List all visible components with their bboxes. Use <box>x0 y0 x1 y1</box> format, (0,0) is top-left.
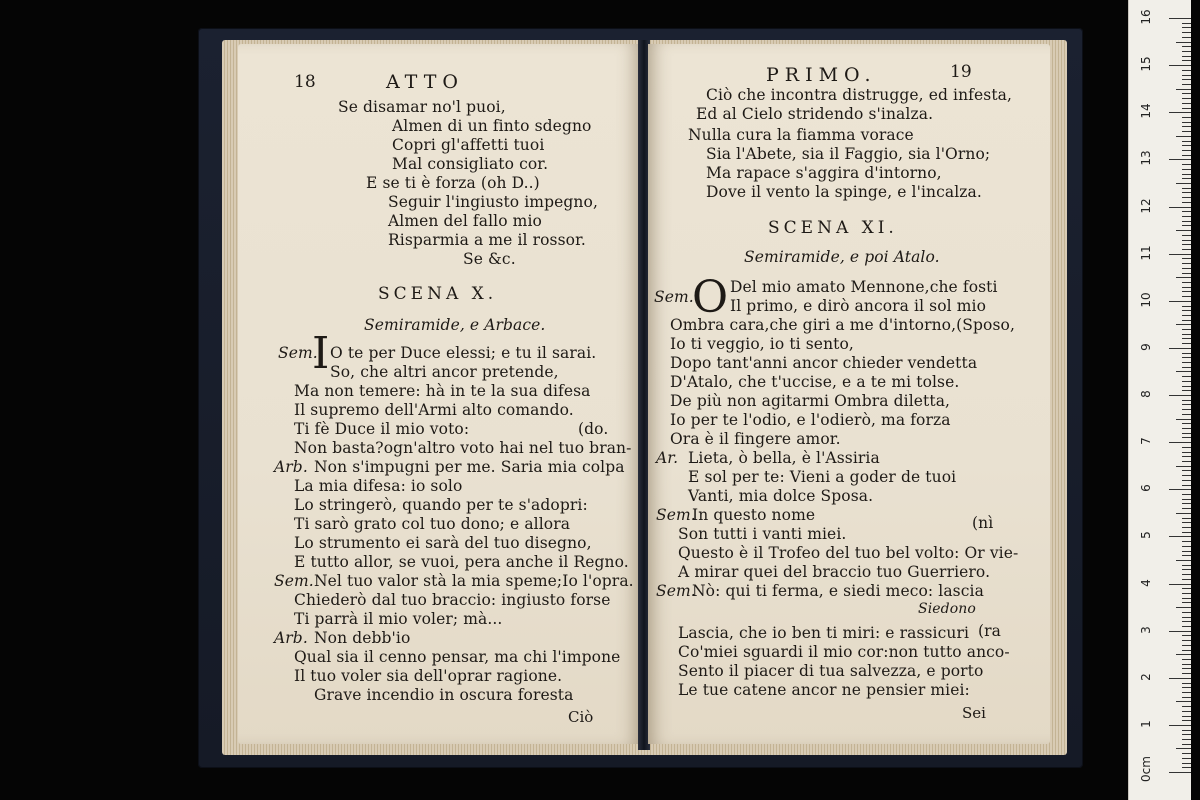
ruler-tick <box>1182 376 1191 377</box>
ruler-tick <box>1182 423 1191 424</box>
verse-line: Risparmia a me il rossor. <box>388 231 586 249</box>
verse-line: Ed al Cielo stridendo s'inalza. <box>696 105 934 123</box>
ruler-tick <box>1182 447 1191 448</box>
ruler-tick <box>1182 409 1191 410</box>
ruler-number: 2 <box>1139 672 1153 681</box>
dialogue-line: Ti parrà il mio voler; mà... <box>294 610 503 628</box>
ruler-tick <box>1182 659 1191 660</box>
ruler-tick <box>1182 141 1191 142</box>
ruler-tick <box>1182 306 1191 307</box>
ruler-tick <box>1182 744 1191 745</box>
dialogue-line: Lo strumento ei sarà del tuo disegno, <box>294 534 592 552</box>
ruler-tick <box>1182 315 1191 316</box>
verse-line: Seguir l'ingiusto impegno, <box>388 193 598 211</box>
ruler-tick <box>1182 579 1191 580</box>
ruler-tick <box>1176 183 1191 184</box>
page-number: 18 <box>294 72 316 92</box>
ruler-tick <box>1182 433 1191 434</box>
running-head: ATTO <box>386 71 464 93</box>
ruler-tick <box>1182 692 1191 693</box>
ruler-tick <box>1182 169 1191 170</box>
dialogue-line: Nò: qui ti ferma, e siedi meco: lascia <box>692 582 984 600</box>
dialogue-line: D'Atalo, che t'uccise, e a te mi tolse. <box>670 373 960 391</box>
ruler-tick <box>1182 70 1191 71</box>
dialogue-line: La mia difesa: io solo <box>294 477 463 495</box>
ruler-tick <box>1182 522 1191 523</box>
ruler-tick <box>1182 37 1191 38</box>
ruler-tick <box>1182 93 1191 94</box>
dialogue-line: Non s'impugni per me. Saria mia colpa <box>314 458 625 476</box>
ruler-tick <box>1182 711 1191 712</box>
ruler-number: 15 <box>1139 56 1153 72</box>
speaker-label: Sem. <box>654 288 694 306</box>
ruler-tick <box>1182 150 1191 151</box>
ruler-tick <box>1182 456 1191 457</box>
dialogue-line: Ti sarò grato col tuo dono; e allora <box>294 515 571 533</box>
ruler-tick <box>1176 136 1191 137</box>
ruler-tick <box>1176 607 1191 608</box>
ruler-tick <box>1176 324 1191 325</box>
catchword: Ciò <box>568 708 594 726</box>
drop-cap: O <box>692 272 729 323</box>
running-head: PRIMO. <box>766 64 877 86</box>
ruler-tick <box>1176 42 1191 43</box>
dialogue-line: Ora è il fingere amor. <box>670 430 841 448</box>
ruler-tick <box>1182 503 1191 504</box>
verse-line: Ciò che incontra distrugge, ed infesta, <box>706 86 1013 104</box>
ruler-tick <box>1176 371 1191 372</box>
ruler-tick <box>1176 230 1191 231</box>
right-page <box>648 44 1050 744</box>
ruler-tick <box>1182 202 1191 203</box>
ruler-tick <box>1182 664 1191 665</box>
ruler-number: 13 <box>1139 150 1153 167</box>
ruler-tick <box>1176 513 1191 514</box>
dialogue-line: Nel tuo valor stà la mia speme;Io l'opra. <box>314 572 634 590</box>
ruler-tick <box>1182 527 1191 528</box>
dialogue-line: Ombra cara,che giri a me d'intorno,(Sposo, <box>670 316 1015 334</box>
ruler-tick <box>1182 494 1191 495</box>
ruler-tick <box>1169 536 1191 537</box>
ruler-tick <box>1182 683 1191 684</box>
dialogue-line: Lascia, che io ben ti miri: e rassicuri <box>678 624 970 642</box>
ruler-tick <box>1169 348 1191 349</box>
ruler-tick <box>1182 687 1191 688</box>
ruler-tick <box>1182 122 1191 123</box>
drop-cap: I <box>312 328 330 379</box>
dialogue-line: In questo nome <box>692 506 816 524</box>
ruler-number: 5 <box>1139 531 1153 540</box>
ruler-tick <box>1182 362 1191 363</box>
dialogue-line: E sol per te: Vieni a goder de tuoi <box>688 468 957 486</box>
ruler-tick <box>1182 117 1191 118</box>
ruler-tick <box>1182 268 1191 269</box>
ruler-tick <box>1182 716 1191 717</box>
ruler-tick <box>1182 640 1191 641</box>
speaker-label: Arb. <box>274 629 308 647</box>
ruler-tick <box>1182 291 1191 292</box>
ruler-tick <box>1169 395 1191 396</box>
ruler-tick <box>1182 428 1191 429</box>
ruler-tick <box>1182 249 1191 250</box>
ruler-tick <box>1182 225 1191 226</box>
ruler-tick <box>1182 343 1191 344</box>
ruler-tick <box>1176 560 1191 561</box>
turnover: (do. <box>578 420 609 438</box>
ruler-tick <box>1169 678 1191 679</box>
ruler-tick <box>1182 211 1191 212</box>
ruler-tick <box>1182 437 1191 438</box>
speaker-label: Sem. <box>274 572 314 590</box>
ruler-tick <box>1182 650 1191 651</box>
ruler-tick <box>1182 532 1191 533</box>
ruler-tick <box>1182 569 1191 570</box>
ruler-tick <box>1182 75 1191 76</box>
left-page <box>238 44 640 744</box>
dialogue-line: Qual sia il cenno pensar, ma chi l'impone <box>294 648 621 666</box>
verse-line: Almen di un finto sdegno <box>392 117 592 135</box>
ruler-number: 12 <box>1139 197 1153 214</box>
ruler-number: 9 <box>1139 343 1153 351</box>
scene-heading: SCENA X. <box>378 284 498 304</box>
ruler-tick <box>1182 221 1191 222</box>
ruler-tick <box>1169 18 1191 19</box>
ruler-tick <box>1182 338 1191 339</box>
ruler-tick <box>1182 216 1191 217</box>
ruler-tick <box>1182 258 1191 259</box>
ruler-tick <box>1182 263 1191 264</box>
ruler-tick <box>1182 27 1191 28</box>
ruler-tick <box>1182 192 1191 193</box>
ruler-tick <box>1182 767 1191 768</box>
ruler-tick <box>1182 84 1191 85</box>
ruler-tick <box>1182 56 1191 57</box>
ruler-tick <box>1176 466 1191 467</box>
dialogue-line: Dopo tant'anni ancor chieder vendetta <box>670 354 978 372</box>
ruler-tick <box>1182 357 1191 358</box>
ruler-tick <box>1182 273 1191 274</box>
verse-line: Dove il vento la spinge, e l'incalza. <box>706 183 982 201</box>
dialogue-line: Vanti, mia dolce Sposa. <box>688 487 874 505</box>
ruler-tick <box>1182 739 1191 740</box>
ruler-tick <box>1176 701 1191 702</box>
ruler-tick <box>1182 626 1191 627</box>
verse-line: Almen del fallo mio <box>388 212 542 230</box>
page-number: 19 <box>950 62 972 82</box>
dialogue-line: Questo è il Trofeo del tuo bel volto: Or vie- <box>678 544 1019 562</box>
ruler-tick <box>1182 697 1191 698</box>
ruler-tick <box>1182 103 1191 104</box>
dialogue-line: Lo stringerò, quando per te s'adopri: <box>294 496 588 514</box>
ruler-tick <box>1182 98 1191 99</box>
ruler-tick <box>1182 235 1191 236</box>
ruler-tick <box>1169 159 1191 160</box>
ruler-tick <box>1182 602 1191 603</box>
ruler-tick <box>1182 598 1191 599</box>
ruler-number: 16 <box>1139 9 1153 25</box>
dialogue-line: Il supremo dell'Armi alto comando. <box>294 401 574 419</box>
ruler-number: 14 <box>1139 103 1153 119</box>
ruler-tick <box>1182 546 1191 547</box>
ruler-tick <box>1182 155 1191 156</box>
ruler-tick <box>1182 334 1191 335</box>
ruler-number: 11 <box>1139 244 1153 261</box>
dialogue-line: Non basta?ogn'altro voto hai nel tuo bran- <box>294 439 632 457</box>
ruler-tick <box>1182 32 1191 33</box>
ruler-tick <box>1182 414 1191 415</box>
ruler-tick <box>1182 240 1191 241</box>
ruler-tick <box>1182 353 1191 354</box>
ruler-number: 0cm <box>1139 756 1153 782</box>
dialogue-line: Lieta, ò bella, è l'Assiria <box>688 449 880 467</box>
catchword: Sei <box>962 704 986 722</box>
ruler-tick <box>1169 301 1191 302</box>
ruler-tick <box>1182 404 1191 405</box>
dialogue-line: Io per te l'odio, e l'odierò, ma forza <box>670 411 951 429</box>
ruler-tick <box>1182 551 1191 552</box>
ruler-tick <box>1182 51 1191 52</box>
ruler-tick <box>1182 197 1191 198</box>
ruler-tick <box>1182 475 1191 476</box>
ruler-tick <box>1182 108 1191 109</box>
ruler-tick <box>1169 65 1191 66</box>
verse-line: Se &c. <box>463 250 516 268</box>
speaker-label: Sem. <box>656 506 696 524</box>
dialogue-line: Sento il piacer di tua salvezza, e porto <box>678 662 984 680</box>
ruler-tick <box>1182 282 1191 283</box>
dialogue-line: Del mio amato Mennone,che fosti <box>730 278 998 296</box>
ruler-number: 7 <box>1139 437 1153 445</box>
dialogue-line: Io ti veggio, io ti sento, <box>670 335 854 353</box>
ruler-tick <box>1182 758 1191 759</box>
ruler-tick <box>1182 386 1191 387</box>
ruler-number: 8 <box>1139 390 1153 398</box>
ruler-tick <box>1182 574 1191 575</box>
ruler-number: 4 <box>1139 578 1153 587</box>
ruler-tick <box>1182 706 1191 707</box>
ruler-tick <box>1169 112 1191 113</box>
ruler-tick <box>1182 60 1191 61</box>
turnover: (nì <box>972 514 994 532</box>
ruler-tick <box>1182 485 1191 486</box>
ruler-tick <box>1182 612 1191 613</box>
ruler-tick <box>1182 593 1191 594</box>
speaker-label: Sem. <box>656 582 696 600</box>
speaker-label: Arb. <box>274 458 308 476</box>
ruler-number: 10 <box>1139 292 1153 308</box>
ruler-tick <box>1169 254 1191 255</box>
verse-line: Se disamar no'l puoi, <box>338 98 506 116</box>
ruler-tick <box>1182 645 1191 646</box>
dialogue-line: Chiederò dal tuo braccio: ingiusto forse <box>294 591 611 609</box>
ruler-tick <box>1182 46 1191 47</box>
dialogue-line: Ma non temere: hà in te la sua difesa <box>294 382 591 400</box>
ruler-tick <box>1182 499 1191 500</box>
dialogue-line: A mirar quei del braccio tuo Guerriero. <box>678 563 991 581</box>
verse-line: Sia l'Abete, sia il Faggio, sia l'Orno; <box>706 145 991 163</box>
ruler-tick <box>1182 720 1191 721</box>
ruler-tick <box>1182 617 1191 618</box>
ruler-tick <box>1182 400 1191 401</box>
ruler-tick <box>1182 126 1191 127</box>
ruler-tick <box>1182 480 1191 481</box>
ruler-tick <box>1182 753 1191 754</box>
speaker-label: Sem. <box>278 344 318 362</box>
ruler-tick <box>1182 390 1191 391</box>
ruler-tick <box>1182 23 1191 24</box>
ruler-tick <box>1182 367 1191 368</box>
ruler-tick <box>1182 178 1191 179</box>
turnover: (ra <box>978 622 1001 640</box>
dialogue-line: E tutto allor, se vuoi, pera anche il Regno. <box>294 553 629 571</box>
ruler-tick <box>1182 763 1191 764</box>
ruler-tick <box>1182 565 1191 566</box>
verse-line: Mal consigliato cor. <box>392 155 549 173</box>
ruler-tick <box>1169 725 1191 726</box>
ruler-tick <box>1176 419 1191 420</box>
ruler-tick <box>1169 584 1191 585</box>
ruler-tick <box>1169 631 1191 632</box>
dialogue-line: Il primo, e dirò ancora il sol mio <box>730 297 987 315</box>
ruler-tick <box>1182 244 1191 245</box>
ruler-tick <box>1182 518 1191 519</box>
dialogue-line: Grave incendio in oscura foresta <box>314 686 574 704</box>
ruler-tick <box>1182 452 1191 453</box>
verse-line: Nulla cura la fiamma vorace <box>688 126 914 144</box>
ruler-tick <box>1182 320 1191 321</box>
dialogue-line: De più non agitarmi Ombra diletta, <box>670 392 951 410</box>
dialogue-line: Ti fè Duce il mio voto: <box>294 420 470 438</box>
ruler-tick <box>1182 174 1191 175</box>
dialogue-line: Non debb'io <box>314 629 411 647</box>
ruler-tick <box>1176 748 1191 749</box>
ruler-tick <box>1182 461 1191 462</box>
ruler-tick <box>1182 668 1191 669</box>
ruler-tick <box>1182 734 1191 735</box>
scene-heading: SCENA XI. <box>768 218 898 238</box>
ruler-tick <box>1182 287 1191 288</box>
ruler-tick <box>1169 207 1191 208</box>
stage-direction: Siedono <box>918 601 976 617</box>
ruler-tick <box>1176 654 1191 655</box>
ruler-number: 1 <box>1139 720 1153 728</box>
ruler-number: 3 <box>1139 625 1153 634</box>
ruler-tick <box>1169 772 1191 773</box>
ruler-tick <box>1182 145 1191 146</box>
verse-line: Ma rapace s'aggira d'intorno, <box>706 164 942 182</box>
ruler-tick <box>1176 89 1191 90</box>
ruler-tick <box>1182 621 1191 622</box>
ruler-tick <box>1182 188 1191 189</box>
ruler-tick <box>1169 442 1191 443</box>
speaker-label: Ar. <box>656 449 679 467</box>
ruler-tick <box>1182 381 1191 382</box>
ruler-tick <box>1182 470 1191 471</box>
dialogue-line: Son tutti i vanti miei. <box>678 525 847 543</box>
ruler-tick <box>1182 164 1191 165</box>
ruler-tick <box>1182 508 1191 509</box>
ruler-tick <box>1182 635 1191 636</box>
dialogue-line: Il tuo voler sia dell'oprar ragione. <box>294 667 563 685</box>
ruler-tick <box>1182 541 1191 542</box>
scene-characters: Semiramide, e Arbace. <box>364 316 546 334</box>
measuring-ruler <box>1128 0 1191 800</box>
ruler-tick <box>1182 131 1191 132</box>
ruler-tick <box>1182 79 1191 80</box>
scene-characters: Semiramide, e poi Atalo. <box>744 248 940 266</box>
dialogue-line: O te per Duce elessi; e tu il sarai. <box>330 344 597 362</box>
dialogue-line: Co'miei sguardi il mio cor:non tutto anco- <box>678 643 1010 661</box>
verse-line: E se ti è forza (oh D..) <box>366 174 540 192</box>
ruler-tick <box>1182 673 1191 674</box>
ruler-tick <box>1176 277 1191 278</box>
verse-line: Copri gl'affetti tuoi <box>392 136 545 154</box>
ruler-tick <box>1182 588 1191 589</box>
ruler-tick <box>1182 329 1191 330</box>
ruler-tick <box>1182 296 1191 297</box>
dialogue-line: Le tue catene ancor ne pensier miei: <box>678 681 970 699</box>
ruler-tick <box>1182 555 1191 556</box>
ruler-tick <box>1169 489 1191 490</box>
ruler-number: 6 <box>1139 484 1153 493</box>
ruler-tick <box>1182 730 1191 731</box>
ruler-tick <box>1182 310 1191 311</box>
dialogue-line: So, che altri ancor pretende, <box>330 363 559 381</box>
